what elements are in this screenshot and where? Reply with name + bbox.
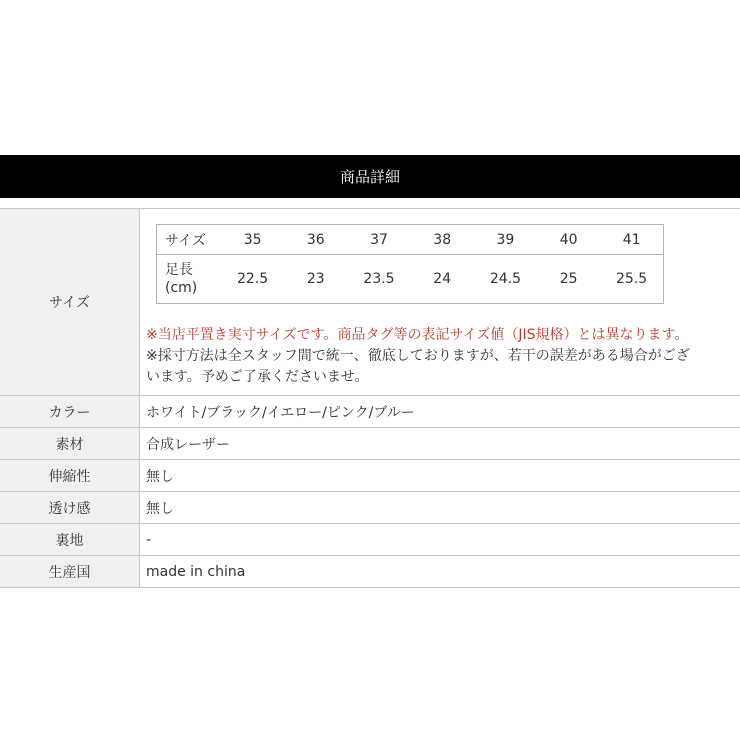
spec-table bbox=[0, 208, 740, 588]
spec-value: 無し bbox=[140, 460, 740, 492]
spec-row-color bbox=[0, 396, 740, 428]
size-cell: 36 bbox=[284, 225, 347, 255]
foot-length-row-header bbox=[157, 255, 222, 304]
size-cell: 38 bbox=[411, 225, 474, 255]
length-cell: 25 bbox=[559, 271, 578, 288]
size-cell: 39 bbox=[474, 225, 537, 255]
spec-row-lining bbox=[0, 524, 740, 556]
size-note-line: ※採寸方法は全スタッフ間で統一、徹底しておりますが、若干の誤差がある場合がござ bbox=[146, 348, 690, 364]
size-row-header: サイズ bbox=[157, 225, 222, 255]
size-cell: 37 bbox=[347, 225, 410, 255]
spec-label: 生産国 bbox=[0, 556, 140, 588]
spec-row-stretch bbox=[0, 460, 740, 492]
length-cell: 22.5 bbox=[237, 271, 269, 288]
size-cell: 40 bbox=[537, 225, 600, 255]
spec-value: 無し bbox=[140, 492, 740, 524]
spec-value-size bbox=[140, 209, 740, 396]
foot-length-unit: (cm) bbox=[165, 280, 198, 297]
spec-value: made in china bbox=[140, 556, 740, 588]
size-cell: 35 bbox=[221, 225, 284, 255]
spec-label: 伸縮性 bbox=[0, 460, 140, 492]
length-cell: 23 bbox=[306, 271, 325, 288]
spec-row-sheerness bbox=[0, 492, 740, 524]
size-note-line: います。予めご了承くださいませ。 bbox=[146, 369, 369, 385]
spec-value: - bbox=[140, 524, 740, 556]
spec-value: ホワイト/ブラック/イエロー/ピンク/ブルー bbox=[140, 396, 740, 428]
spec-label: カラー bbox=[0, 396, 140, 428]
spec-row-size bbox=[0, 209, 740, 396]
spec-row-material bbox=[0, 428, 740, 460]
foot-length-row bbox=[157, 255, 664, 304]
size-notes bbox=[146, 325, 740, 388]
spec-label: 素材 bbox=[0, 428, 140, 460]
length-cell: 25.5 bbox=[616, 271, 648, 288]
spec-label: 裏地 bbox=[0, 524, 140, 556]
foot-length-label: 足長 bbox=[165, 262, 193, 279]
size-row bbox=[157, 225, 664, 255]
section-header bbox=[0, 155, 740, 198]
spec-label: 透け感 bbox=[0, 492, 140, 524]
length-cell: 23.5 bbox=[363, 271, 395, 288]
length-cell: 24.5 bbox=[489, 271, 521, 288]
spec-label: サイズ bbox=[0, 209, 140, 396]
size-chart bbox=[156, 224, 664, 304]
length-cell: 24 bbox=[433, 271, 452, 288]
section-title: 商品詳細 bbox=[339, 168, 400, 186]
size-cell: 41 bbox=[600, 225, 663, 255]
size-note-warning: ※当店平置き実寸サイズです。商品タグ等の表記サイズ値（JIS規格）とは異なります。 bbox=[146, 327, 689, 343]
spec-value: 合成レーザー bbox=[140, 428, 740, 460]
spec-row-origin bbox=[0, 556, 740, 588]
